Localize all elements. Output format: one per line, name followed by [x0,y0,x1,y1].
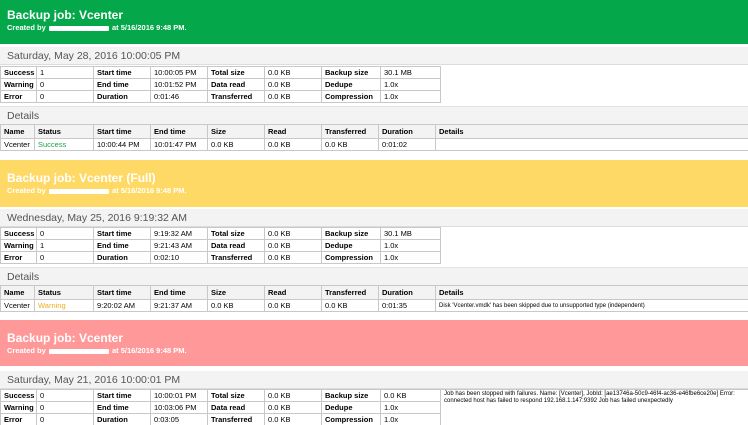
redacted-user [49,189,109,194]
job-created: Created by at 5/16/2016 9:48 PM. [7,186,187,195]
job-banner [0,160,748,207]
redacted-user [49,26,109,31]
job-banner [0,320,748,366]
session-date: Saturday, May 28, 2016 10:00:05 PM [0,47,748,65]
status-badge: Success [35,139,94,151]
details-heading: Details [0,267,748,285]
job-created: Created by at 5/16/2016 9:48 PM. [7,23,187,32]
summary-table: Success 1 Start time 10:00:05 PM Total size 0.0 KB Backup size 30.1 MB Warning 0 End time 10:01:52 PM Data read 0.0 KB Dedupe 1.0x Error 0 Duration 0:01:46 Transferred 0.0 KB Compression 1.0x [0,66,441,103]
redacted-user [49,349,109,354]
summary-table: Success 0 Start time 10:00:01 PM Total size 0.0 KB Backup size 0.0 KB Job has been stopped with failures. Name: [Vcenter], JobId: [ae13746a-50c9-46f4-ac36-e46fbe6ce20e] Error: connected host has failed to respond 192.168.1.147:9392 Job has failed unexpectedly Warning 0 End time 10:03:06 PM Data read 0.0 KB Dedupe 1.0x Error 0 Duration 0:03:05 Transferred 0.0 KB Compression 1.0x [0,389,748,425]
job-created: Created by at 5/16/2016 9:48 PM. [7,346,187,355]
session-date: Wednesday, May 25, 2016 9:19:32 AM [0,209,748,227]
table-row: Vcenter Success 10:00:44 PM 10:01:47 PM 0.0 KB 0.0 KB 0.0 KB 0:01:02 [1,139,748,151]
details-table: Name Status Start time End time Size Read Transferred Duration Details Vcenter Success 10:00:44 PM 10:01:47 PM 0.0 KB 0.0 KB 0.0 KB 0:01:02 [0,124,748,151]
status-badge: Warning [35,300,94,312]
job-title: Backup job: Vcenter (Full) [7,171,156,185]
session-date: Saturday, May 21, 2016 10:00:01 PM [0,371,748,389]
error-note: Job has been stopped with failures. Name: [Vcenter], JobId: [ae13746a-50c9-46f4-ac36-e46fbe6ce20e] Error: connected host has failed to respond 192.168.1.147:9392 Job has failed unexpectedly [441,390,748,425]
job-banner [0,0,748,44]
details-table: Name Status Start time End time Size Read Transferred Duration Details Vcenter Warning 9:20:02 AM 9:21:37 AM 0.0 KB 0.0 KB 0.0 KB 0:01:35 Disk 'Vcenter.vmdk' has been skipped due to unsupported type (independent) [0,285,748,312]
job-title: Backup job: Vcenter [7,8,124,22]
summary-table: Success 0 Start time 9:19:32 AM Total size 0.0 KB Backup size 30.1 MB Warning 1 End time 9:21:43 AM Data read 0.0 KB Dedupe 1.0x Error 0 Duration 0:02:10 Transferred 0.0 KB Compression 1.0x [0,227,441,264]
job-title: Backup job: Vcenter [7,331,124,345]
table-row: Vcenter Warning 9:20:02 AM 9:21:37 AM 0.0 KB 0.0 KB 0.0 KB 0:01:35 Disk 'Vcenter.vmdk' has been skipped due to unsupported type (independent) [1,300,748,312]
details-heading: Details [0,106,748,124]
